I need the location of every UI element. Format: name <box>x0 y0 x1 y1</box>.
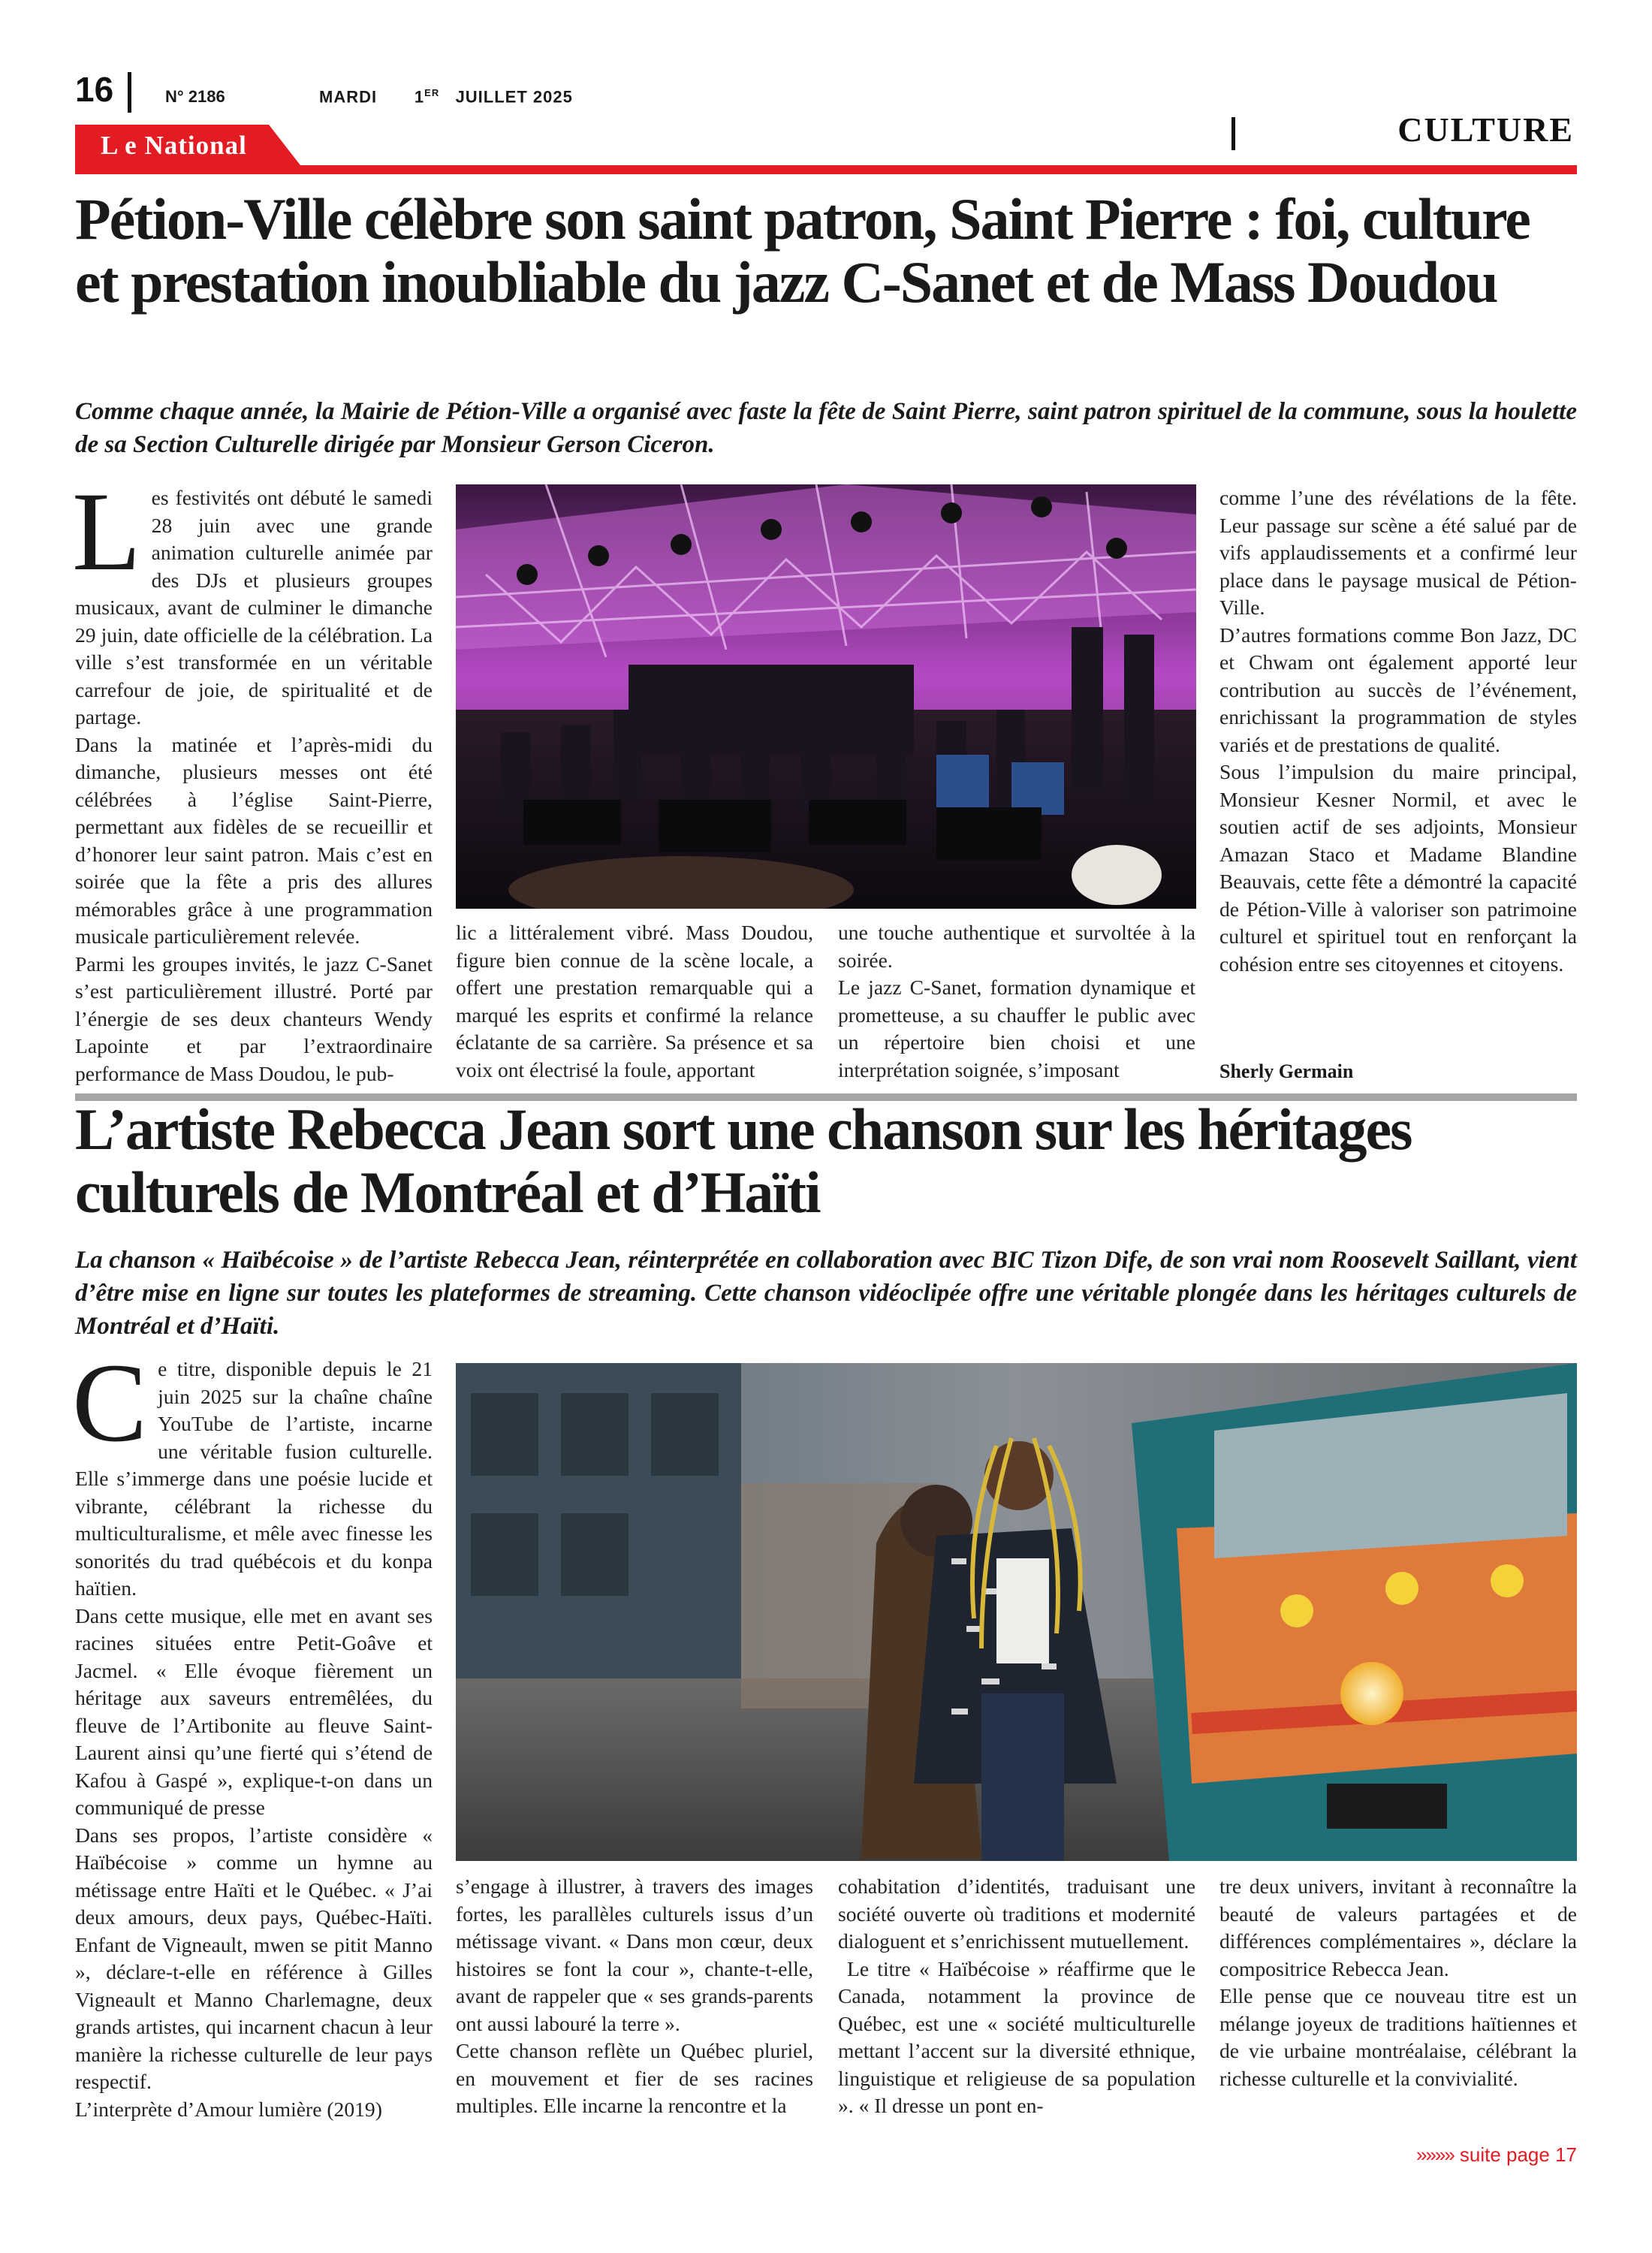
paragraph: Le titre « Haïbécoise » réaffirme que le Canada, notamment la province de Québec, est une « société multiculturelle mettant l’accent sur la diversité ethnique, linguistique et religieuse de sa population ». « Il dresse un pont en- <box>838 1956 1195 2117</box>
paragraph: s’engage à illustrer, à travers des images fortes, les parallèles culturels issus d’un métissage vivant. « Dans mon cœur, deux histoires se font la cour », chante-t-elle, avant de rappeler que « ses grands-parents ont aussi labouré la terre ». <box>456 1874 813 2035</box>
paragraph: Parmi les groupes invités, le jazz C-Sanet s’est particulièrement illustré. Porté par l’énergie de ses deux chanteurs Wendy Lapointe et par l’extraordinaire performance de Mass Doudou, le pub- <box>75 952 433 1085</box>
concert-stage-photo <box>456 484 1196 909</box>
article1-column-2 <box>456 919 813 1084</box>
paragraph: es festivités ont débuté le samedi 28 juin avec une grande animation culturelle animée par des DJs et plusieurs groupes musicaux, avant de culminer le dimanche 29 juin, date officielle de la célébration. La ville s’est transformée en un véritable carrefour de joie, de spiritualité et de partage. <box>75 486 433 728</box>
paragraph: L’interprète d’Amour lumière (2019) <box>75 2097 382 2121</box>
article1-column-4 <box>1219 484 1577 978</box>
paragraph: une touche authentique et survoltée à la soirée. <box>838 921 1195 972</box>
article2-column-3 <box>838 1873 1195 2120</box>
article1-column-1 <box>72 469 433 1087</box>
section-divider <box>1231 117 1235 150</box>
paragraph: e titre, disponible depuis le 21 juin 2025 sur la chaîne chaîne YouTube de l’artiste, incarne une véritable fusion culturelle. Elle s’immerge dans une poésie lucide et vibrante, célébrant la richesse du multiculturalisme, et mêle avec finesse les sonorités du trad québécois et du konpa haïtien. <box>75 1357 433 1600</box>
paragraph: Le jazz C-Sanet, formation dynamique et prometteuse, a su chauffer le public avec un répertoire bien choisi et une interprétation soignée, s’imposant <box>838 976 1195 1081</box>
continued-label: suite page 17 <box>1459 2143 1577 2166</box>
paragraph: tre deux univers, invitant à reconnaître la beauté de valeurs partagées et de différences complémentaires », déclare la compositrice Rebecca Jean. <box>1219 1874 1577 1980</box>
paragraph: Dans la matinée et l’après-midi du dimanche, plusieurs messes ont été célébrées à l’église Saint-Pierre, permettant aux fidèles de se recueillir et d’honorer leur saint patron. Mais c’est en soirée que la fête a pris des allures mémorables grâce à une programmation musicale particulièrement relevée. <box>75 732 433 948</box>
date-day-suffix: ER <box>424 87 440 98</box>
paragraph: Sous l’impulsion du maire principal, Monsieur Kesner Normil, et avec le soutien actif de ses adjoints, Monsieur Amazan Staco et Madame Blandine Beauvais, cette fête a démontré la capacité de Pétion-Ville à valoriser son patrimoine culturel et spirituel tout en renforçant la cohésion entre ses citoyennes et citoyens. <box>1219 760 1577 976</box>
paragraph: lic a littéralement vibré. Mass Doudou, figure bien connue de la scène locale, a offert une prestation remarquable qui a marqué les esprits et confirmé la relance éclatante de sa carrière. Sa présence et sa voix ont électrisé la foule, apportant <box>456 921 813 1081</box>
article2-headline: L’artiste Rebecca Jean sort une chanson sur les héritages culturels de Montréal et d’Haïti <box>75 1096 1412 1225</box>
header-rule <box>75 165 1577 174</box>
article1-headline: Pétion-Ville célèbre son saint patron, Saint Pierre : foi, culture et prestation inoubliable du jazz C-Sanet et de Mass Doudou <box>75 186 1530 315</box>
newspaper-logo: L e National <box>101 131 247 160</box>
date-day: 1 <box>414 87 425 107</box>
article2-column-4 <box>1219 1873 1577 2092</box>
paragraph: Dans ses propos, l’artiste considère « Haïbécoise » comme un hymne au métissage entre Haïti et le Québec. « J’ai deux amours, deux pays, Québec-Haïti. Enfant de Vigneault, mwen se pitit Manno », déclare-t-elle en référence à Gilles Vigneault et Manno Charlemagne, deux grands artistes, qui incarnent chacun à leur manière la richesse culturelle de leur pays respectif. <box>75 1823 433 2093</box>
article2-lede: La chanson « Haïbécoise » de l’artiste Rebecca Jean, réinterprétée en collaboration avec BIC Tizon Dife, de son vrai nom Roosevelt Saillant, vient d’être mise en ligne sur toutes les plateformes de streaming. Cette chanson vidéoclipée offre une véritable plongée dans les héritages culturels de Montréal et d’Haïti. <box>75 1247 1577 1340</box>
continue-arrows-icon: »»»» <box>1416 2143 1454 2166</box>
paragraph: comme l’une des révélations de la fête. Leur passage sur scène a été salué par de vifs applaudissements et a confirmé leur place dans le paysage musical de Pétion-Ville. <box>1219 486 1577 619</box>
issue-number: N° 2186 <box>165 87 225 106</box>
paragraph: Dans cette musique, elle met en avant ses racines situées entre Petit-Goâve et Jacmel. « Elle évoque fièrement un héritage aux saveurs entremêlées, du fleuve de l’Artibonite au fleuve Saint-Laurent ainsi qu’une fierté qui s’étend de Kafou à Gaspé », explique-t-on dans un communiqué de presse <box>75 1603 433 1819</box>
paragraph: cohabitation d’identités, traduisant une société ouverte où traditions et modernité dialoguent et s’enrichissent mutuellement. <box>838 1874 1195 1953</box>
date-weekday: MARDI <box>319 87 378 107</box>
page-number: 16 <box>75 70 114 109</box>
article2-column-1 <box>72 1341 433 2123</box>
article1-column-3 <box>838 919 1195 1084</box>
paragraph: Cette chanson reflète un Québec pluriel, en mouvement et fier de ses racines multiples. Elle incarne la rencontre et la <box>456 2039 813 2117</box>
date-month-year: JUILLET 2025 <box>455 87 573 107</box>
publication-date <box>319 87 573 107</box>
section-title: CULTURE <box>1397 110 1574 149</box>
paragraph: Elle pense que ce nouveau titre est un mélange joyeux de traditions haïtiennes et de vie urbaine montréalaise, célébrant la richesse culturelle et la convivialité. <box>1219 1984 1577 2090</box>
drop-cap: L <box>72 469 141 594</box>
music-video-still-photo <box>456 1363 1577 1861</box>
article2-column-2 <box>456 1873 813 2120</box>
drop-cap: C <box>72 1341 148 1465</box>
header-divider <box>128 72 131 113</box>
paragraph: D’autres formations comme Bon Jazz, DC et Chwam ont également apporté leur contribution au succès de l’événement, enrichissant la programmation de styles variés et de prestations de qualité. <box>1219 623 1577 756</box>
article1-byline: Sherly Germain <box>1219 1060 1354 1082</box>
article1-lede: Comme chaque année, la Mairie de Pétion-Ville a organisé avec faste la fête de Saint Pierre, saint patron spirituel de la commune, sous la houlette de sa Section Culturelle dirigée par Monsieur Gerson Ciceron. <box>75 398 1577 458</box>
continued-on-page-link[interactable] <box>1416 2143 1577 2167</box>
